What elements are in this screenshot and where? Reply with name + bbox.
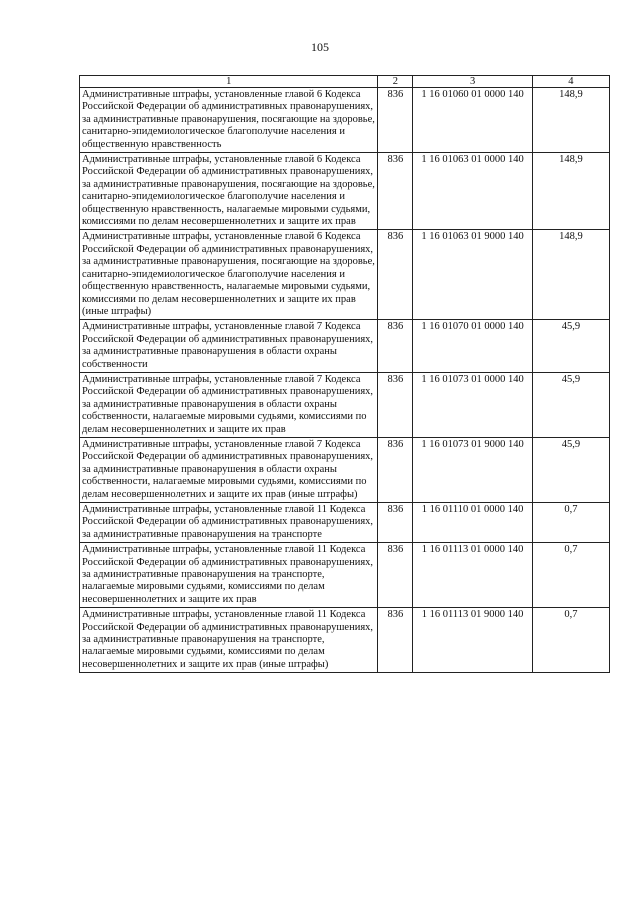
- row-kbk-cell: 1 16 01063 01 0000 140: [413, 153, 532, 230]
- row-admin-code-cell: 836: [378, 153, 413, 230]
- row-amount-cell: 148,9: [532, 88, 609, 153]
- revenue-table: [79, 75, 610, 673]
- row-name-cell: Административные штрафы, установленные главой 11 Кодекса Российской Федерации об административных правонарушениях, за административные правонарушения на транспорте: [80, 503, 378, 543]
- row-admin-code-cell: 836: [378, 608, 413, 673]
- table-body: [80, 76, 610, 673]
- row-name-cell: Административные штрафы, установленные главой 6 Кодекса Российской Федерации об административных правонарушениях, за административные правонарушения, посягающие на здоровье, санитарно-эпидемиологическое благополучие населения и общественную нравственность, налагаемые мировыми судьями, комиссиями по делам несовершеннолетних и защите их прав (иные штрафы): [80, 230, 378, 320]
- row-admin-code-cell: 836: [378, 503, 413, 543]
- row-kbk-cell: 1 16 01110 01 0000 140: [413, 503, 532, 543]
- row-name-cell: Административные штрафы, установленные главой 6 Кодекса Российской Федерации об административных правонарушениях, за административные правонарушения, посягающие на здоровье, санитарно-эпидемиологическое благополучие населения и общественную нравственность: [80, 88, 378, 153]
- header-col-4: 4: [532, 76, 609, 88]
- row-amount-cell: 0,7: [532, 503, 609, 543]
- table-row: [80, 320, 610, 373]
- row-kbk-cell: 1 16 01070 01 0000 140: [413, 320, 532, 373]
- header-col-3: 3: [413, 76, 532, 88]
- row-admin-code-cell: 836: [378, 320, 413, 373]
- table-row: [80, 153, 610, 230]
- row-name-cell: Административные штрафы, установленные главой 7 Кодекса Российской Федерации об административных правонарушениях, за административные правонарушения в области охраны собственности: [80, 320, 378, 373]
- page-number: 105: [311, 40, 329, 54]
- row-amount-cell: 45,9: [532, 437, 609, 502]
- row-kbk-cell: 1 16 01060 01 0000 140: [413, 88, 532, 153]
- row-name-cell: Административные штрафы, установленные главой 7 Кодекса Российской Федерации об административных правонарушениях, за административные правонарушения в области охраны собственности, налагаемые мировыми судьями, комиссиями по делам несовершеннолетних и защите их прав: [80, 372, 378, 437]
- row-amount-cell: 0,7: [532, 608, 609, 673]
- row-kbk-cell: 1 16 01113 01 0000 140: [413, 543, 532, 608]
- row-admin-code-cell: 836: [378, 543, 413, 608]
- row-admin-code-cell: 836: [378, 230, 413, 320]
- row-amount-cell: 45,9: [532, 372, 609, 437]
- row-admin-code-cell: 836: [378, 372, 413, 437]
- row-amount-cell: 148,9: [532, 230, 609, 320]
- table-row: [80, 372, 610, 437]
- row-kbk-cell: 1 16 01073 01 0000 140: [413, 372, 532, 437]
- row-amount-cell: 148,9: [532, 153, 609, 230]
- header-col-1: 1: [80, 76, 378, 88]
- table-row: [80, 543, 610, 608]
- table-row: [80, 230, 610, 320]
- row-kbk-cell: 1 16 01063 01 9000 140: [413, 230, 532, 320]
- row-kbk-cell: 1 16 01073 01 9000 140: [413, 437, 532, 502]
- table-row: [80, 88, 610, 153]
- row-name-cell: Административные штрафы, установленные главой 11 Кодекса Российской Федерации об административных правонарушениях, за административные правонарушения на транспорте, налагаемые мировыми судьями, комиссиями по делам несовершеннолетних и защите их прав: [80, 543, 378, 608]
- row-admin-code-cell: 836: [378, 88, 413, 153]
- row-kbk-cell: 1 16 01113 01 9000 140: [413, 608, 532, 673]
- row-admin-code-cell: 836: [378, 437, 413, 502]
- row-name-cell: Административные штрафы, установленные главой 6 Кодекса Российской Федерации об административных правонарушениях, за административные правонарушения, посягающие на здоровье, санитарно-эпидемиологическое благополучие населения и общественную нравственность, налагаемые мировыми судьями, комиссиями по делам несовершеннолетних и защите их прав: [80, 153, 378, 230]
- header-row: [80, 76, 610, 88]
- table-row: [80, 503, 610, 543]
- row-name-cell: Административные штрафы, установленные главой 7 Кодекса Российской Федерации об административных правонарушениях, за административные правонарушения в области охраны собственности, налагаемые мировыми судьями, комиссиями по делам несовершеннолетних и защите их прав (иные штрафы): [80, 437, 378, 502]
- row-amount-cell: 0,7: [532, 543, 609, 608]
- header-col-2: 2: [378, 76, 413, 88]
- row-name-cell: Административные штрафы, установленные главой 11 Кодекса Российской Федерации об административных правонарушениях, за административные правонарушения на транспорте, налагаемые мировыми судьями, комиссиями по делам несовершеннолетних и защите их прав (иные штрафы): [80, 608, 378, 673]
- row-amount-cell: 45,9: [532, 320, 609, 373]
- table-row: [80, 437, 610, 502]
- table-row: [80, 608, 610, 673]
